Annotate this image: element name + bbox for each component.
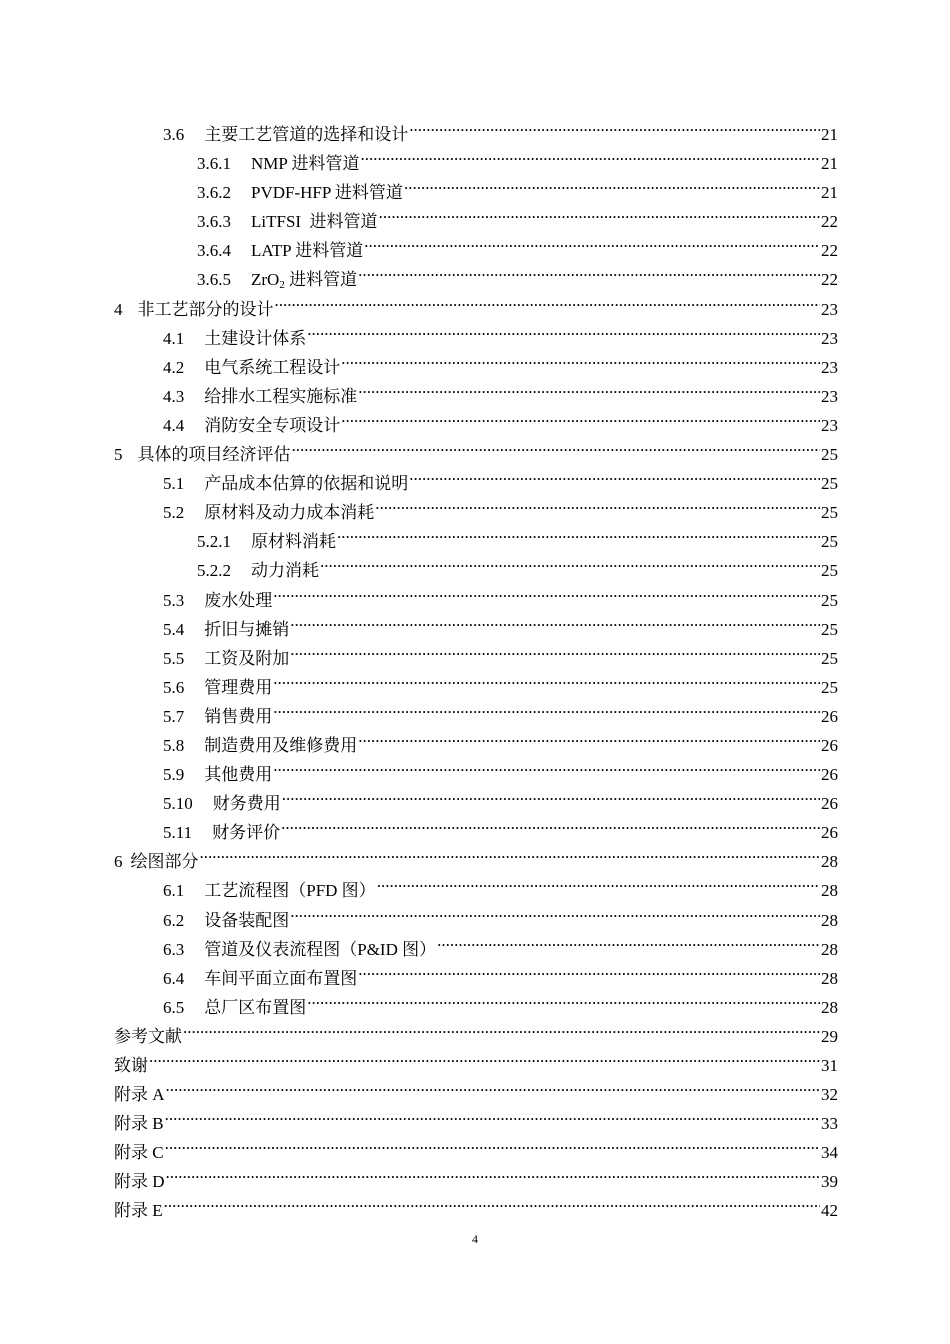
- toc-entry-number: 4.1: [163, 328, 185, 348]
- toc-entry[interactable]: [114, 1071, 838, 1105]
- toc-entry-number: 6.3: [163, 939, 185, 959]
- dot-leader: [273, 664, 820, 693]
- dot-leader: [360, 140, 820, 169]
- toc-entry-page: 25: [821, 590, 838, 610]
- toc-entry-title: 附录 C: [114, 1143, 164, 1163]
- toc-entry[interactable]: [114, 1013, 838, 1046]
- toc-entry-page: 23: [821, 386, 838, 406]
- dot-leader: [409, 111, 820, 140]
- toc-entry[interactable]: [114, 111, 838, 144]
- toc-entry-page: 23: [821, 415, 838, 435]
- toc-entry[interactable]: [114, 1187, 838, 1221]
- toc-entry-title: 折旧与摊销: [204, 619, 290, 639]
- dot-leader: [364, 227, 820, 256]
- dot-leader: [290, 635, 820, 664]
- toc-entry-page: 25: [821, 619, 838, 639]
- toc-entry-number: 6: [114, 852, 123, 872]
- toc-entry-page: 28: [821, 968, 838, 988]
- toc-entry-title: 附录 B: [114, 1114, 164, 1134]
- toc-entry-page: 28: [821, 997, 838, 1017]
- toc-entry-number: 5.5: [163, 648, 185, 668]
- toc-entry-number: 5.2.1: [197, 532, 231, 552]
- toc-entry[interactable]: [114, 1100, 838, 1134]
- toc-entry-title: 工资及附加: [204, 648, 290, 668]
- dot-leader: [273, 577, 820, 606]
- toc-entry-title: 附录 D: [114, 1172, 165, 1192]
- toc-entry-page: 34: [821, 1143, 838, 1163]
- toc-entry-page: 25: [821, 445, 838, 465]
- dot-leader: [166, 1071, 820, 1100]
- dot-leader: [290, 897, 820, 926]
- toc-entry-page: 26: [821, 735, 838, 755]
- toc-entry-number: 5.9: [163, 765, 185, 785]
- toc-entry-page: 23: [821, 299, 838, 319]
- toc-entry-number: 5.3: [163, 590, 185, 610]
- dot-leader: [379, 198, 820, 227]
- toc-entry-number: 4.4: [163, 415, 185, 435]
- dot-leader: [281, 809, 820, 838]
- dot-leader: [165, 1129, 820, 1158]
- dot-leader: [320, 547, 820, 576]
- toc-entry[interactable]: [114, 838, 838, 872]
- toc-entry-title: 主要工艺管道的选择和设计: [204, 125, 409, 144]
- toc-entry-title: 废水处理: [204, 590, 273, 610]
- dot-leader: [341, 344, 820, 373]
- toc-entry-title: 绘图部分: [130, 852, 199, 872]
- toc-entry-number: 6.5: [163, 997, 185, 1017]
- toc-entry-number: 4.3: [163, 386, 185, 406]
- toc-entry-title: 原材料及动力成本消耗: [204, 503, 375, 523]
- dot-leader: [307, 315, 820, 344]
- toc-entry-page: 39: [821, 1172, 838, 1192]
- toc-entry-title: 土建设计体系: [204, 328, 307, 348]
- toc-entry-title: 财务评价: [212, 823, 281, 843]
- toc-entry-page: 23: [821, 328, 838, 348]
- toc-entry-number: 5.8: [163, 735, 185, 755]
- toc-entry-title: 设备装配图: [204, 910, 290, 930]
- dot-leader: [149, 1042, 820, 1071]
- toc-entry-number: 5: [114, 445, 123, 465]
- toc-entry-page: 26: [821, 765, 838, 785]
- dot-leader: [200, 838, 821, 867]
- toc-entry-title-subscript: 2: [279, 279, 285, 292]
- toc-entry-page: 22: [821, 270, 838, 290]
- dot-leader: [164, 1187, 820, 1216]
- toc-entry-page: 26: [821, 794, 838, 814]
- toc-entry[interactable]: [114, 1042, 838, 1075]
- toc-entry-page: 28: [821, 852, 838, 872]
- toc-entry-title: 消防安全专项设计: [204, 415, 341, 435]
- dot-leader: [358, 722, 820, 751]
- toc-entry-title: 其他费用: [204, 765, 273, 785]
- dot-leader: [375, 489, 820, 518]
- toc-entry-page: 22: [821, 241, 838, 261]
- toc-entry-number: 5.1: [163, 474, 185, 494]
- toc-entry-number: 4.2: [163, 357, 185, 377]
- toc-entry-title: 致谢: [114, 1056, 148, 1075]
- toc-entry-page: 31: [821, 1056, 838, 1075]
- dot-leader: [292, 431, 821, 460]
- toc-entry-title: LiTFSI 进料管道: [251, 212, 378, 232]
- toc-entry-title: 参考文献: [114, 1026, 182, 1046]
- table-of-contents: [114, 111, 838, 1221]
- toc-entry-title: 管理费用: [204, 677, 273, 697]
- dot-leader: [290, 606, 820, 635]
- toc-entry-title: 附录 E: [114, 1201, 163, 1221]
- dot-leader: [404, 169, 820, 198]
- toc-entry-page: 25: [821, 532, 838, 552]
- toc-entry-page: 25: [821, 474, 838, 494]
- dot-leader: [273, 693, 820, 722]
- toc-entry-page: 21: [821, 154, 838, 174]
- toc-entry-page: 26: [821, 823, 838, 843]
- toc-entry-title: 给排水工程实施标准: [204, 386, 358, 406]
- toc-entry-title: 非工艺部分的设计: [137, 299, 274, 319]
- toc-entry-page: 23: [821, 357, 838, 377]
- toc-entry-number: 5.4: [163, 619, 185, 639]
- toc-entry[interactable]: [114, 1129, 838, 1163]
- toc-entry-page: 25: [821, 561, 838, 581]
- toc-entry-page: 25: [821, 648, 838, 668]
- toc-entry-page: 22: [821, 212, 838, 232]
- toc-entry-page: 32: [821, 1085, 838, 1105]
- toc-entry-number: 5.7: [163, 706, 185, 726]
- toc-entry-page: 33: [821, 1114, 838, 1134]
- dot-leader: [337, 518, 820, 547]
- toc-entry-title: NMP 进料管道: [251, 154, 360, 174]
- dot-leader: [165, 1100, 820, 1129]
- toc-entry-title: 销售费用: [204, 706, 273, 726]
- dot-leader: [166, 1158, 820, 1187]
- dot-leader: [275, 286, 821, 315]
- page-number: 4: [472, 1232, 478, 1246]
- toc-entry-title: 工艺流程图（PFD 图）: [204, 881, 376, 901]
- toc-entry-number: 4: [114, 299, 123, 319]
- toc-entry-title: 产品成本估算的依据和说明: [204, 474, 409, 494]
- toc-entry-number: 5.6: [163, 677, 185, 697]
- toc-entry-page: 28: [821, 939, 838, 959]
- toc-entry-title: 电气系统工程设计: [204, 357, 341, 377]
- toc-entry-title-part: 进料管道: [284, 270, 358, 290]
- toc-entry-title: PVDF-HFP 进料管道: [251, 183, 403, 203]
- toc-entry-number: 5.10: [163, 794, 193, 814]
- toc-entry-title: 总厂区布置图: [204, 997, 307, 1017]
- dot-leader: [377, 867, 820, 896]
- toc-entry-number: 5.11: [163, 823, 193, 843]
- dot-leader: [358, 373, 820, 402]
- dot-leader: [341, 402, 820, 431]
- toc-entry-page: 28: [821, 881, 838, 901]
- toc-entry-page: 42: [821, 1201, 838, 1221]
- toc-entry-title: 制造费用及维修费用: [204, 735, 358, 755]
- dot-leader: [307, 984, 820, 1013]
- toc-entry-number: 5.2: [163, 503, 185, 523]
- toc-entry-title: 动力消耗: [251, 561, 319, 581]
- toc-entry-number: 3.6.4: [197, 241, 231, 261]
- toc-entry-page: 25: [821, 503, 838, 523]
- toc-entry-title: 财务费用: [212, 794, 281, 814]
- toc-entry-title: 具体的项目经济评估: [137, 445, 291, 465]
- toc-entry-number: 6.2: [163, 910, 185, 930]
- dot-leader: [273, 751, 820, 780]
- toc-entry-page: 28: [821, 910, 838, 930]
- toc-entry-number: 3.6: [163, 125, 185, 144]
- toc-entry-page: 29: [821, 1026, 838, 1046]
- dot-leader: [358, 955, 820, 984]
- toc-entry[interactable]: [114, 867, 838, 901]
- toc-entry-title: 原材料消耗: [251, 532, 336, 552]
- toc-entry-page: 21: [821, 125, 838, 144]
- toc-entry-page: 26: [821, 706, 838, 726]
- dot-leader: [409, 460, 820, 489]
- toc-entry-number: 3.6.5: [197, 270, 231, 290]
- toc-entry-title: LATP 进料管道: [251, 241, 364, 261]
- dot-leader: [183, 1013, 820, 1042]
- toc-entry-number: 3.6.1: [197, 154, 231, 174]
- toc-entry-number: 6.1: [163, 881, 185, 901]
- toc-entry-page: 21: [821, 183, 838, 203]
- toc-entry-title: 车间平面立面布置图: [204, 968, 358, 988]
- toc-entry-title: 管道及仪表流程图（P&ID 图）: [204, 939, 437, 959]
- toc-entry-number: 3.6.3: [197, 212, 231, 232]
- toc-entry-number: 6.4: [163, 968, 185, 988]
- toc-entry[interactable]: [114, 1158, 838, 1192]
- toc-entry-number: 5.2.2: [197, 561, 231, 581]
- dot-leader: [437, 926, 820, 955]
- toc-entry-page: 25: [821, 677, 838, 697]
- dot-leader: [358, 256, 820, 285]
- toc-entry-number: 3.6.2: [197, 183, 231, 203]
- toc-entry-title-part: ZrO: [251, 270, 280, 290]
- dot-leader: [282, 780, 820, 809]
- toc-entry-title: 附录 A: [114, 1085, 165, 1105]
